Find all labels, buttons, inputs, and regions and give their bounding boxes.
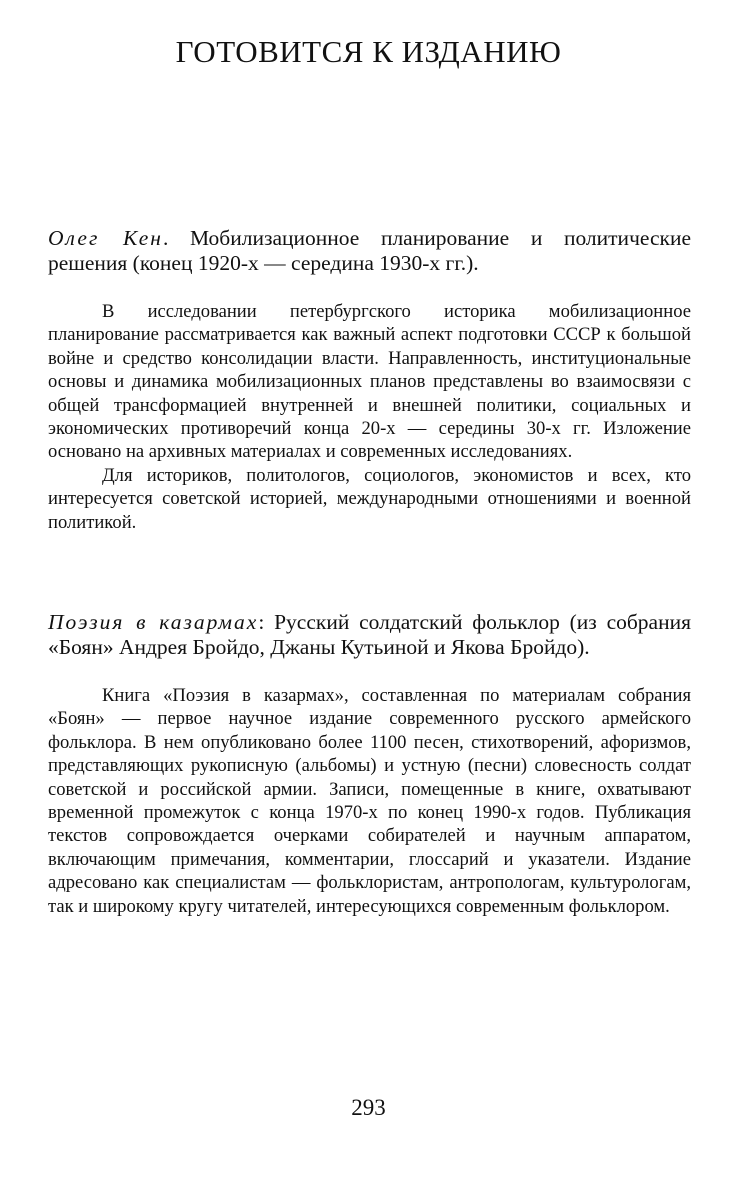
entry-author: Поэзия в казармах bbox=[48, 610, 259, 634]
entry-audience: Для историков, политологов, социологов, экономистов и всех, кто интересуется советской историей, международными отношениями и военной политикой. bbox=[48, 464, 691, 533]
entry-heading bbox=[48, 226, 691, 276]
book-entry bbox=[48, 226, 691, 534]
entry-description: В исследовании петербургского историка мобилизационное планирование рассматривается как важный аспект подготовки СССР к большой войне и средство консолидации власти. Направленность, институциональные основы и динамика мобилизационных планов представлены во взаимосвязи с общей трансформацией внутренней и внешней политики, социальных и экономических противоречий конца 20-х — середины 30-х гг. Изложение основано на архивных материалах и современных исследованиях. bbox=[48, 301, 691, 463]
entry-book-title: Мобилизационное планирование и политические решения (конец 1920-х — середина 1930-х гг.). bbox=[48, 226, 691, 275]
entry-description: Книга «Поэзия в казармах», составленная по материалам собрания «Боян» — первое научное издание современного русского армейского фольклора. В нем опубликовано более 1100 песен, стихотворений, афоризмов, представляющих рукописную (альбомы) и устную (песни) словесность солдат советской и российской армии. Записи, помещенные в книге, охватывают временной промежуток с конца 1970-х по конец 1990-х годов. Публикация текстов сопровождается очерками собирателей и научным аппаратом, включающим примечания, комментарии, глоссарий и указатели. Издание адресовано как специалистам — фольклористам, антропологам, культурологам, так и широкому кругу читателей, интересующихся современным фольклором. bbox=[48, 685, 691, 917]
page-number: 293 bbox=[351, 1095, 386, 1120]
entry-separator: : bbox=[258, 610, 275, 634]
entry-separator: . bbox=[162, 226, 190, 250]
page-title: ГОТОВИТСЯ К ИЗДАНИЮ bbox=[175, 34, 562, 69]
entry-author: Олег Кен bbox=[48, 226, 163, 250]
book-entry bbox=[48, 610, 691, 918]
entry-heading bbox=[48, 610, 691, 660]
entry-book-title: Русский солдатский фольклор (из собрания «Боян» Андрея Бройдо, Джаны Кутьиной и Якова Бройдо). bbox=[48, 610, 691, 659]
